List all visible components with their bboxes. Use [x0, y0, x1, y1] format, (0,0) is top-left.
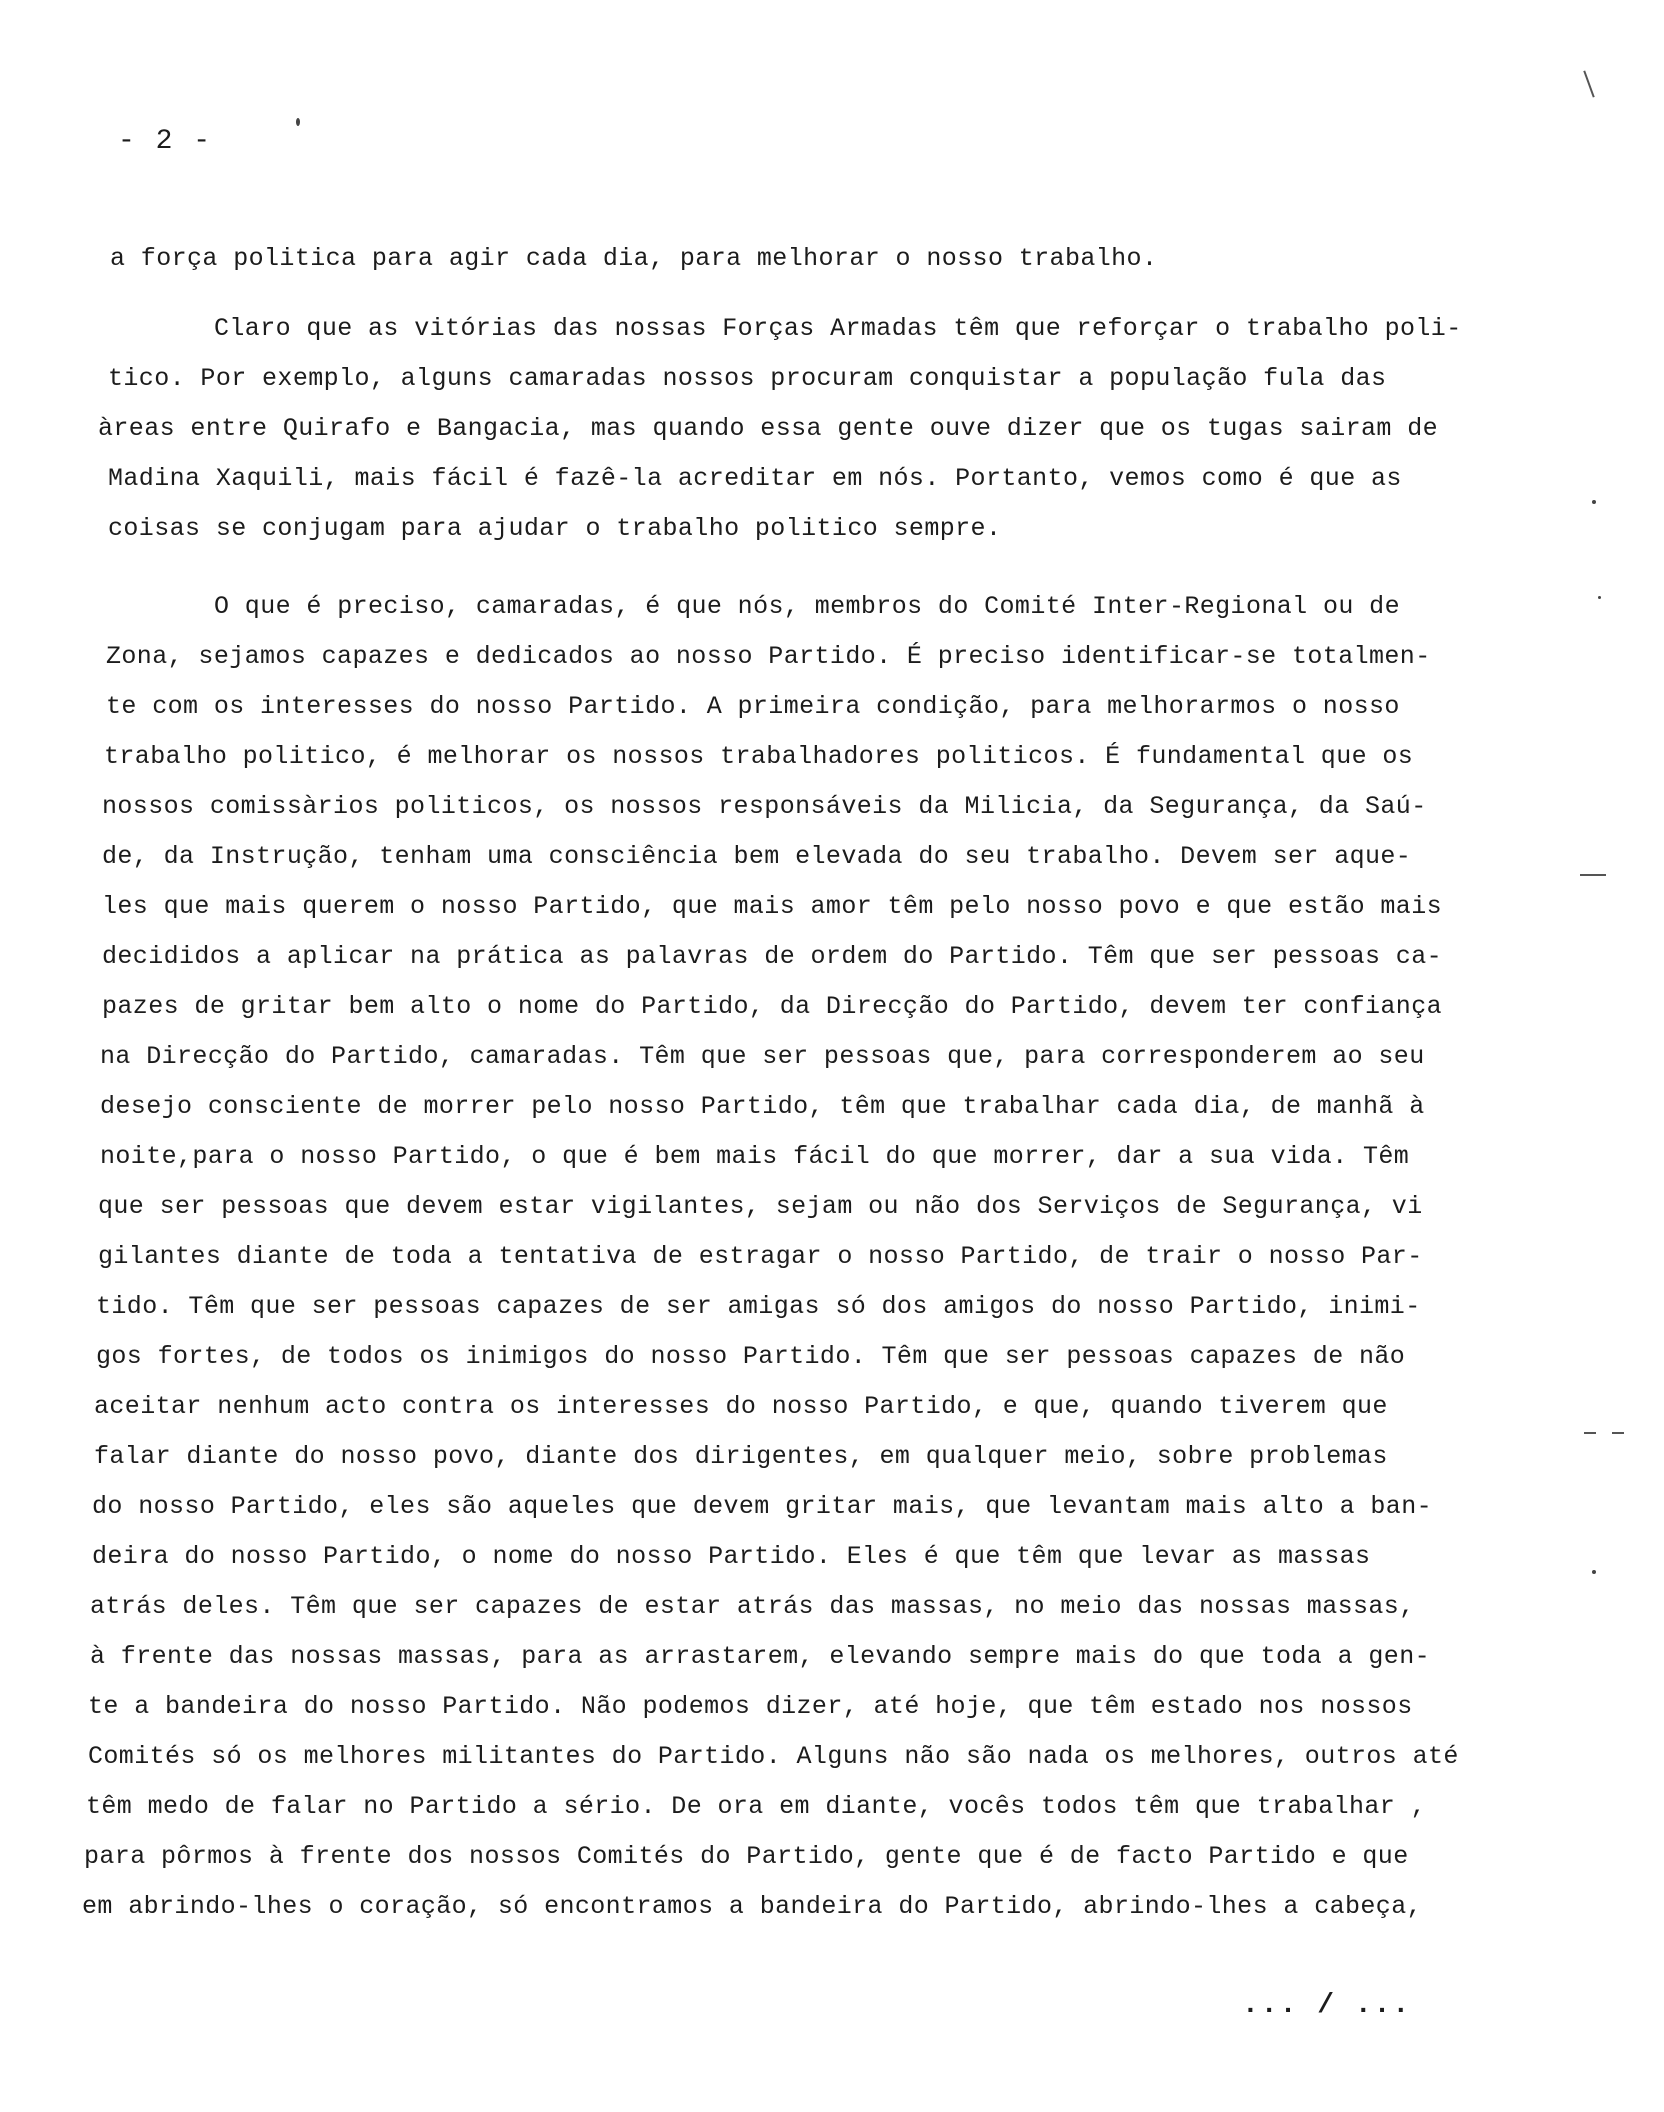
- text-line: O que é preciso, camaradas, é que nós, membros do Comité Inter-Regional ou de: [214, 592, 1400, 621]
- text-line: para pôrmos à frente dos nossos Comités do Partido, gente que é de facto Partido e que: [84, 1842, 1409, 1871]
- text-line: atrás deles. Têm que ser capazes de estar atrás das massas, no meio das nossas massas,: [90, 1592, 1415, 1621]
- text-line: tico. Por exemplo, alguns camaradas nossos procuram conquistar a população fula das: [108, 364, 1387, 393]
- scan-speck: [1598, 596, 1601, 599]
- text-line: na Direcção do Partido, camaradas. Têm que ser pessoas que, para corresponderem ao seu: [100, 1042, 1425, 1071]
- scan-speck: [296, 118, 300, 126]
- text-line: deira do nosso Partido, o nome do nosso Partido. Eles é que têm que levar as massas: [92, 1542, 1371, 1571]
- scan-speck: [1592, 500, 1596, 504]
- text-line: trabalho politico, é melhorar os nossos trabalhadores politicos. É fundamental que os: [104, 742, 1414, 771]
- text-line: a força politica para agir cada dia, para melhorar o nosso trabalho.: [110, 244, 1158, 273]
- scan-mark: [1612, 1432, 1624, 1434]
- text-line: Comités só os melhores militantes do Partido. Alguns não são nada os melhores, outros até: [88, 1742, 1459, 1771]
- text-line: falar diante do nosso povo, diante dos dirigentes, em qualquer meio, sobre problemas: [94, 1442, 1388, 1471]
- text-line: desejo consciente de morrer pelo nosso Partido, têm que trabalhar cada dia, de manhã à: [100, 1092, 1425, 1121]
- scan-mark: [1580, 874, 1606, 876]
- text-line: decididos a aplicar na prática as palavras de ordem do Partido. Têm que ser pessoas ca-: [102, 942, 1443, 971]
- scan-mark: [1584, 1432, 1596, 1434]
- page-number: - 2 -: [118, 126, 213, 157]
- continuation-mark: ... / ...: [1242, 1990, 1412, 2021]
- text-line: Zona, sejamos capazes e dedicados ao nosso Partido. É preciso identificar-se totalmen-: [106, 642, 1431, 671]
- scan-speck: [1592, 1570, 1596, 1574]
- text-line: les que mais querem o nosso Partido, que mais amor têm pelo nosso povo e que estão mais: [102, 892, 1443, 921]
- text-line: tido. Têm que ser pessoas capazes de ser amigas só dos amigos do nosso Partido, inimi-: [96, 1292, 1421, 1321]
- text-line: têm medo de falar no Partido a sério. De ora em diante, vocês todos têm que trabalhar ,: [86, 1792, 1427, 1821]
- text-line: gos fortes, de todos os inimigos do nosso Partido. Têm que ser pessoas capazes de não: [96, 1342, 1406, 1371]
- text-line: que ser pessoas que devem estar vigilantes, sejam ou não dos Serviços de Segurança, vi: [98, 1192, 1423, 1221]
- text-line: Claro que as vitórias das nossas Forças Armadas têm que reforçar o trabalho poli-: [214, 314, 1462, 343]
- text-line: gilantes diante de toda a tentativa de estragar o nosso Partido, de trair o nosso Par-: [98, 1242, 1423, 1271]
- text-line: aceitar nenhum acto contra os interesses do nosso Partido, e que, quando tiverem que: [94, 1392, 1388, 1421]
- text-line: àreas entre Quirafo e Bangacia, mas quando essa gente ouve dizer que os tugas sairam de: [98, 414, 1439, 443]
- scan-mark: [1583, 71, 1594, 98]
- text-line: te com os interesses do nosso Partido. A primeira condição, para melhorarmos o nosso: [106, 692, 1400, 721]
- text-line: coisas se conjugam para ajudar o trabalho politico sempre.: [108, 514, 1002, 543]
- text-line: pazes de gritar bem alto o nome do Partido, da Direcção do Partido, devem ter confiança: [102, 992, 1443, 1021]
- text-line: à frente das nossas massas, para as arrastarem, elevando sempre mais do que toda a gen-: [90, 1642, 1431, 1671]
- text-line: de, da Instrução, tenham uma consciência bem elevada do seu trabalho. Devem ser aque-: [102, 842, 1412, 871]
- text-line: Madina Xaquili, mais fácil é fazê-la acreditar em nós. Portanto, vemos como é que as: [108, 464, 1402, 493]
- text-line: do nosso Partido, eles são aqueles que devem gritar mais, que levantam mais alto a ban-: [92, 1492, 1433, 1521]
- text-line: noite,para o nosso Partido, o que é bem mais fácil do que morrer, dar a sua vida. Têm: [100, 1142, 1410, 1171]
- text-line: em abrindo-lhes o coração, só encontramos a bandeira do Partido, abrindo-lhes a cabeça,: [82, 1892, 1423, 1921]
- text-line: te a bandeira do nosso Partido. Não podemos dizer, até hoje, que têm estado nos nossos: [88, 1692, 1413, 1721]
- text-line: nossos comissàrios politicos, os nossos responsáveis da Milicia, da Segurança, da Saú-: [102, 792, 1427, 821]
